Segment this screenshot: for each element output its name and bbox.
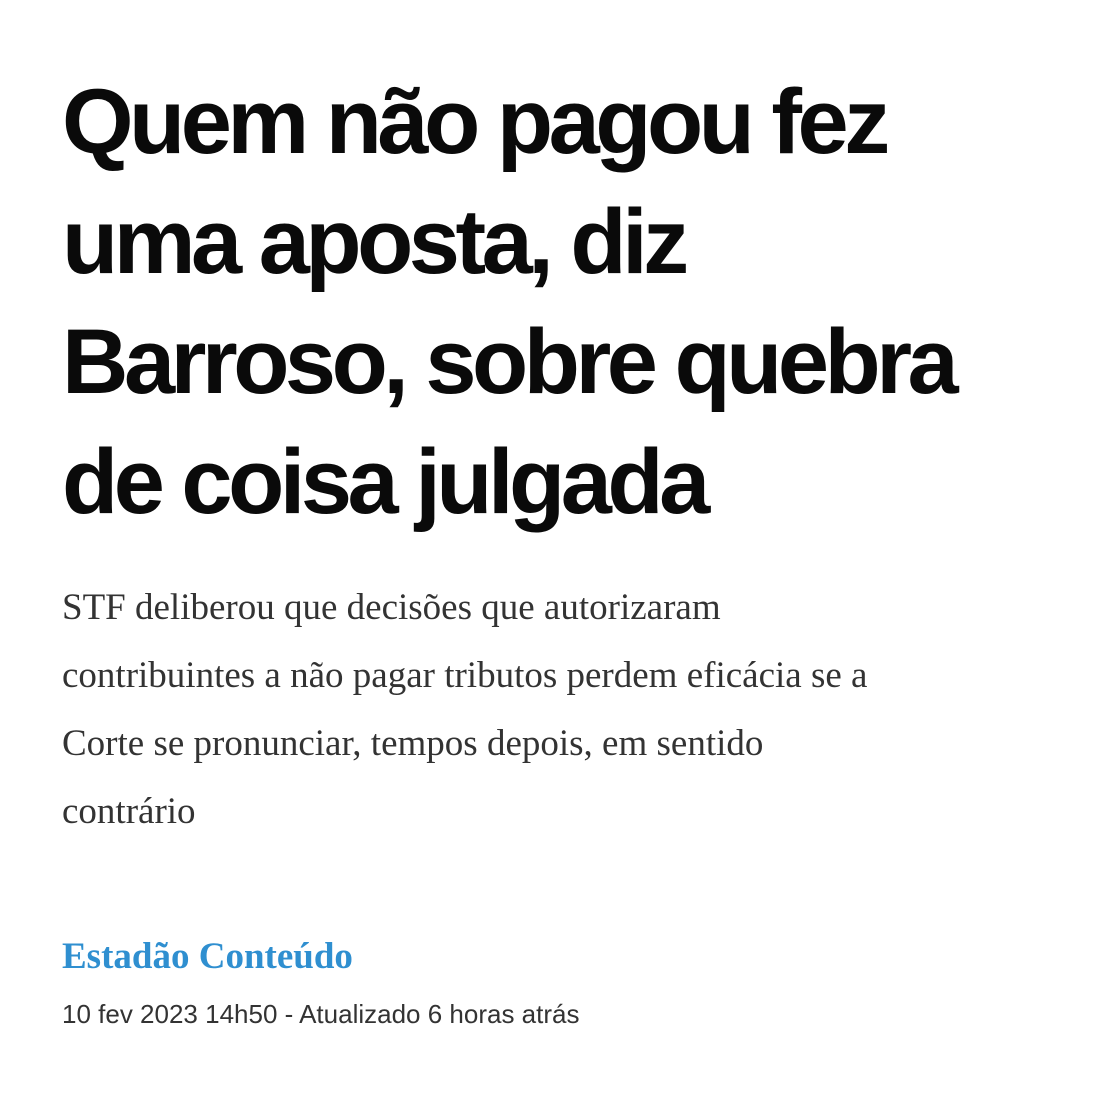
publish-timestamp: 10 fev 2023 14h50 - Atualizado 6 horas atrás — [62, 999, 580, 1029]
summary-line: contrário — [62, 791, 196, 832]
source-link[interactable]: Estadão Conteúdo — [62, 936, 353, 977]
summary-line: contribuintes a não pagar tributos perdem eficácia se a — [62, 655, 868, 696]
article-summary — [62, 574, 1052, 846]
headline-line: de coisa julgada — [62, 431, 706, 533]
article-headline[interactable] — [62, 62, 1062, 542]
headline-line: uma aposta, diz — [62, 191, 685, 293]
summary-line: STF deliberou que decisões que autorizaram — [62, 587, 721, 628]
headline-line: Barroso, sobre quebra — [62, 311, 955, 413]
summary-line: Corte se pronunciar, tempos depois, em sentido — [62, 723, 764, 764]
headline-line: Quem não pagou fez — [62, 71, 886, 173]
